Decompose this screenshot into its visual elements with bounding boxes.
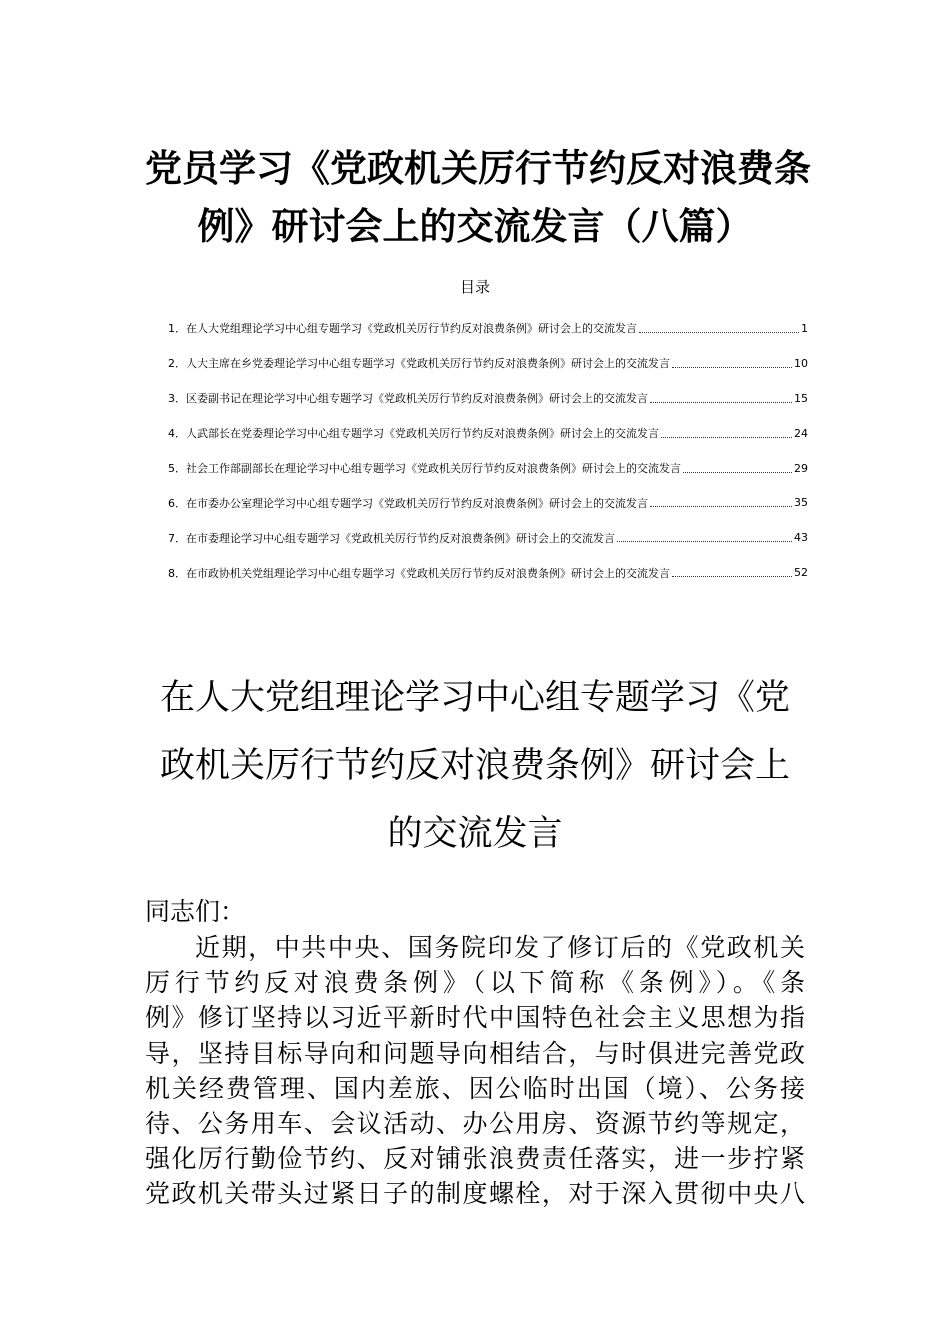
toc-entry-number: 8． (168, 566, 186, 580)
body-line-5: 机关经费管理、国内差旅、因公临时出国（境）、公务接 (145, 1073, 805, 1103)
toc-entry-page: 24 (794, 426, 808, 440)
toc-entry-number: 5． (168, 462, 186, 475)
toc-entry-text: 社会工作部副部长在理论学习中心组专题学习《党政机关厉行节约反对浪费条例》研讨会上的交流发言 (186, 462, 681, 475)
toc-entry-1[interactable] (168, 311, 808, 346)
body-line-3: 例》修订坚持以习近平新时代中国特色社会主义思想为指 (145, 1003, 805, 1033)
toc-entry-text: 人武部长在党委理论学习中心组专题学习《党政机关厉行节约反对浪费条例》研讨会上的交流发言 (186, 427, 659, 441)
toc-entry-text: 在人大党组理论学习中心组专题学习《党政机关厉行节约反对浪费条例》研讨会上的交流发言 (186, 322, 637, 336)
toc-dot-leader (650, 506, 792, 507)
toc-entry-page: 10 (794, 356, 808, 370)
toc-dot-leader (617, 541, 792, 542)
document-title-line-1: 党员学习《党政机关厉行节约反对浪费条 (145, 147, 811, 190)
toc-entry-page: 43 (794, 531, 808, 545)
toc-entry-3[interactable] (168, 381, 808, 416)
toc-entry-text: 在市委理论学习中心组专题学习《党政机关厉行节约反对浪费条例》研讨会上的交流发言 (186, 531, 615, 545)
toc-entry-page: 29 (794, 461, 808, 475)
toc-entry-number: 1． (168, 322, 186, 336)
toc-entry-text: 在市政协机关党组理论学习中心组专题学习《党政机关厉行节约反对浪费条例》研讨会上的交流发言 (186, 566, 670, 580)
toc-entry-page: 1 (801, 321, 808, 335)
toc-entry-6[interactable] (168, 485, 808, 520)
body-line-4: 导，坚持目标导向和问题导向相结合，与时俱进完善党政 (145, 1038, 805, 1068)
toc-entry-page: 35 (794, 496, 808, 510)
toc-entry-2[interactable] (168, 346, 808, 381)
body-line-2: 厉行节约反对浪费条例》（以下简称《条例》）。《条 (145, 968, 805, 998)
toc-entry-number: 6． (168, 496, 186, 510)
toc-dot-leader (672, 367, 792, 368)
toc-entry-4[interactable] (168, 416, 808, 451)
section-title-line-1: 在人大党组理论学习中心组专题学习《党 (159, 678, 790, 718)
toc-entry-text: 区委副书记在理论学习中心组专题学习《党政机关厉行节约反对浪费条例》研讨会上的交流发言 (186, 392, 648, 406)
toc-entry-number: 2． (168, 357, 186, 371)
greeting: 同志们： (145, 897, 246, 926)
toc-entry-text: 在市委办公室理论学习中心组专题学习《党政机关厉行节约反对浪费条例》研讨会上的交流发言 (186, 496, 648, 510)
toc-dot-leader (683, 472, 792, 473)
table-of-contents (168, 311, 808, 590)
toc-entry-7[interactable] (168, 520, 808, 555)
toc-entry-8[interactable] (168, 555, 808, 590)
toc-entry-number: 3． (168, 392, 186, 406)
toc-dot-leader (639, 332, 799, 333)
toc-dot-leader (650, 402, 792, 403)
document-title (145, 140, 811, 256)
toc-entry-text: 人大主席在乡党委理论学习中心组专题学习《党政机关厉行节约反对浪费条例》研讨会上的交流发言 (186, 357, 670, 371)
section-title-line-2: 政机关厉行节约反对浪费条例》研讨会上 (159, 746, 790, 786)
document-title-line-2: 例》研讨会上的交流发言（八篇） (197, 205, 753, 248)
body-line-7: 强化厉行勤俭节约、反对铺张浪费责任落实，进一步拧紧 (145, 1144, 805, 1174)
toc-entry-number: 4． (168, 427, 186, 441)
body-line-8: 党政机关带头过紧日子的制度螺栓，对于深入贯彻中央八 (145, 1179, 805, 1209)
toc-entry-page: 52 (794, 566, 808, 580)
body-line-1: 近期，中共中央、国务院印发了修订后的《党政机关 (195, 933, 805, 962)
toc-dot-leader (672, 576, 792, 577)
toc-dot-leader (661, 437, 792, 438)
toc-entry-number: 7． (168, 531, 186, 545)
section-title-line-3: 的交流发言 (387, 814, 563, 854)
toc-entry-5[interactable] (168, 451, 808, 486)
toc-heading: 目录 (459, 278, 490, 296)
toc-entry-page: 15 (794, 391, 808, 405)
body-paragraph (145, 930, 805, 1212)
body-line-6: 待、公务用车、会议活动、办公用房、资源节约等规定， (145, 1108, 805, 1138)
section-title (145, 664, 805, 868)
